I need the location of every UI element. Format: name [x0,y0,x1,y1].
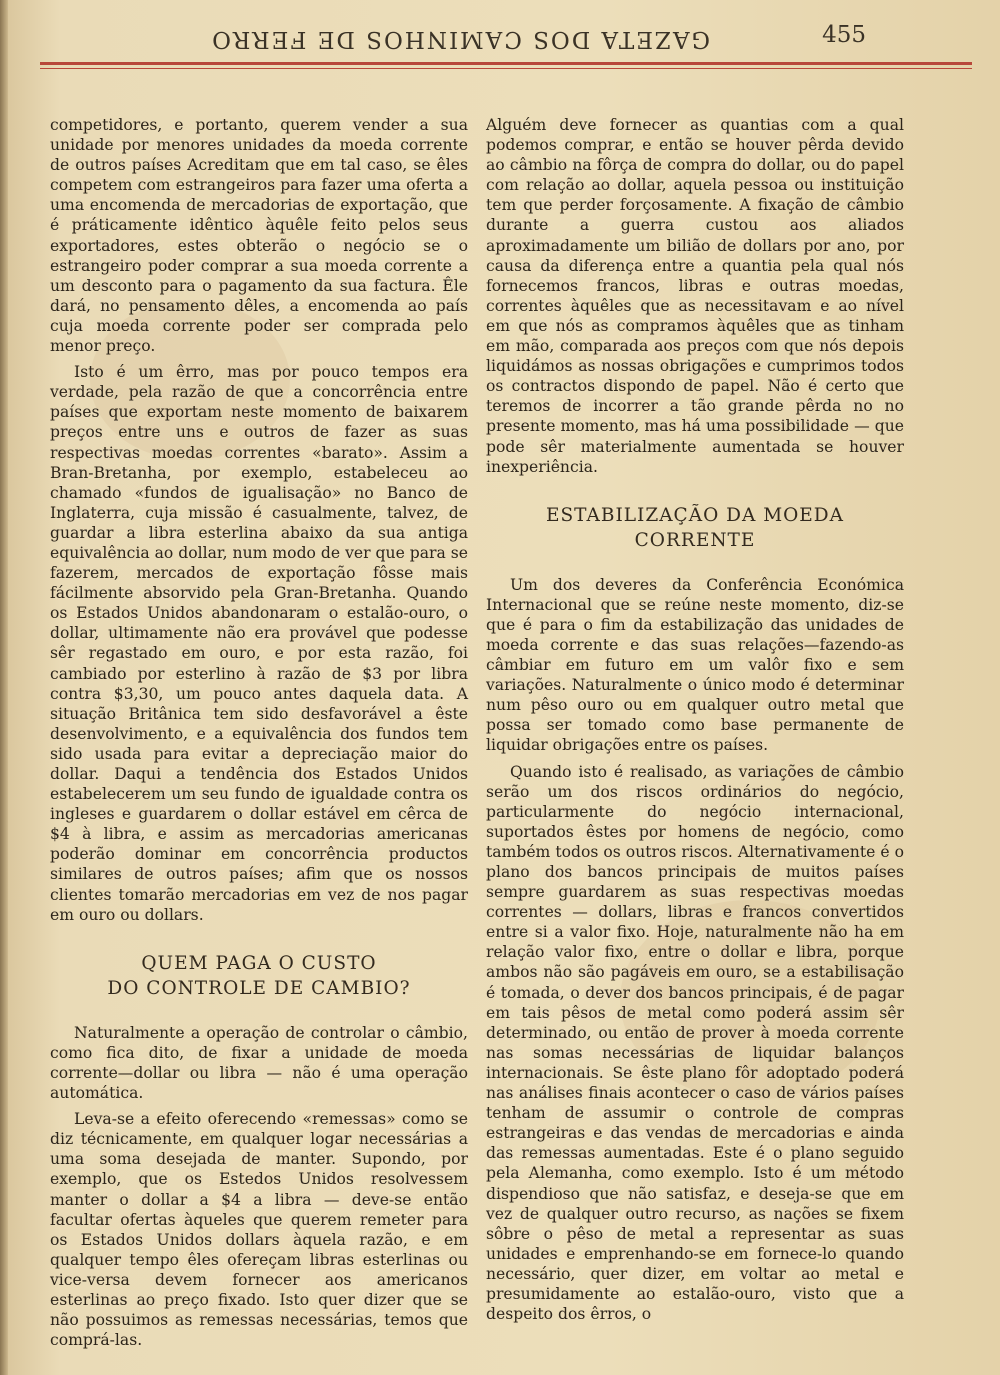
running-title: GAZETA DOS CAMINHOS DE FERRO [210,26,710,52]
paragraph: Naturalmente a operação de controlar o câmbio, como fica dito, de fixar a unidade de moeda corrente—dollar ou libra — não é uma operação automática. [50,1023,468,1103]
header-rule-thin [40,68,972,69]
header-rule [40,62,972,65]
left-column [50,115,468,1350]
section-heading [486,503,904,553]
section-heading-line: CORRENTE [634,529,756,551]
paragraph: Quando isto é realisado, as variações de câmbio serão um dos riscos ordinários do negócio, particularmente do negócio internacional, suportados êstes por homens de negócio, como também todos os outros riscos. Alternativamente é o plano dos bancos principais de muitos países sempre guardarem as suas respectivas moedas correntes — dollars, libras e francos convertidos entre si a valor fixo. Hoje, naturalmente não ha em relação valor fixo, entre o dollar e libra, porque ambos não são pagáveis em ouro, se a estabilisação é tomada, o dever dos bancos principais, é de pagar em tais pêsos de metal como poderá assim sêr determinado, ou então de prover à moeda corrente nas somas necessárias de liquidar balanços internacionais. Se êste plano fôr adoptado poderá nas análises finais acontecer o caso de vários países tenham de assumir o controle de compras estrangeiras e das vendas de mercadorias e ainda das remessas aumentadas. Este é o plano seguido pela Alemanha, como exemplo. Isto é um método dispendioso que não satisfaz, e deseja-se que em vez de qualquer outro recurso, as nações se fixem sôbre o pêso de metal a representar as suas unidades e emprenhando-se em fornece-lo quando necessário, quer dizer, em voltar ao metal e presumidamente ao estalão-ouro, visto que a despeito dos êrros, o [486,762,904,1324]
section-heading-line: QUEM PAGA O CUSTO [141,952,377,974]
paragraph: Alguém deve fornecer as quantias com a qual podemos comprar, e então se houver pêrda devido ao câmbio na fôrça de compra do dollar, ou do papel com relação ao dollar, aquela pessoa ou instituição tem que perder forçosamente. A fixação de câmbio durante a guerra custou aos aliados aproximadamente um bilião de dollars por ano, por causa da diferença entre a quantia pela qual nós fornecemos francos, libras e outras moedas, correntes àquêles que as necessitavam e ao nível em que nós as compramos àquêles que as tinham em mão, comparada aos preços com que nós depois liquidámos as nossas obrigações e cumprimos todos os contractos dispondo de papel. Não é certo que teremos de incorrer a tão grande pêrda no no presente momento, mas há uma possibilidade — que pode sêr materialmente aumentada se houver inexperiência. [486,116,904,476]
page-edge [0,0,8,1375]
paragraph: Isto é um êrro, mas por pouco tempos era verdade, pela razão de que a concorrência entre países que exportam neste momento de baixarem preços entre uns e outros de fazer as suas respectivas moedas correntes «barato». Assim a Bran-Bretanha, por exemplo, estabeleceu ao chamado «fundos de igualisação» no Banco de Inglaterra, cuja missão é casualmente, talvez, de guardar a libra esterlina abaixo da sua antiga equivalência ao dollar, num modo de ver que para se fazerem, mercados de exportação fôsse mais fácilmente absorvido pela Gran-Bretanha. Quando os Estados Unidos abandonaram o estalão-ouro, o dollar, ultimamente não era provável que podesse sêr regastado em ouro, e por esta razão, foi cambiado por esterlino à razão de $3 por libra contra $3,30, um pouco antes daquela data. A situação Britânica tem sido desfavorável a êste desenvolvimento, e a equivalência dos fundos tem sido usada para evitar a depreciação maior do dollar. Daqui a tendência dos Estados Unidos estabelecerem um seu fundo de igualdade contra os ingleses e guardarem o dollar estável em cêrca de $4 à libra, e assim as mercadorias americanas poderão dominar em concorrência productos similares de outros países; afim que os nossos clientes tomarão mercadorias em vez de nos pagar em ouro ou dollars. [50,363,468,924]
page-number: 455 [822,22,866,48]
paragraph: Um dos deveres da Conferência Económica Internacional que se reúne neste momento, diz-se que é para o fim da estabilização das unidades de moeda corrente e das suas relações—fazendo-as câmbiar em futuro em um valôr fixo e sem variações. Naturalmente o único modo é determinar num pêso ouro ou em qualquer outro metal que possa ser tomado como base permanente de liquidar obrigações entre os países. [486,575,904,755]
running-head [40,18,970,58]
right-column [486,115,904,1324]
section-heading [50,951,468,1001]
paragraph: competidores, e portanto, querem vender a sua unidade por menores unidades da moeda corrente de outros países Acreditam que em tal caso, se êles competem com estrangeiros para fazer uma oferta a uma encomenda de mercadorias de exportação, que é práticamente idêntico àquêle feito pelos seus exportadores, estes obterão o negócio se o estrangeiro poder comprar a sua moeda corrente a um desconto para o pagamento da sua factura. Êle dará, no pensamento dêles, a encomenda ao país cuja moeda corrente poder ser comprada pelo menor preço. [50,116,468,356]
section-heading-line: DO CONTROLE DE CAMBIO? [107,977,411,999]
paragraph: Leva-se a efeito oferecendo «remessas» como se diz técnicamente, em qualquer logar necessárias a uma soma desejada de manter. Supondo, por exemplo, que os Estedos Unidos resolvessem manter o dollar a $4 a libra — deve-se então facultar ofertas àqueles que querem remeter para os Estados Unidos dollars àquela razão, e em qualquer tempo êles ofereçam libras esterlinas ou vice-versa devem fornecer aos americanos esterlinas ao preço fixado. Isto quer dizer que se não possuimos as remessas necessárias, temos que comprá-las. [50,1110,468,1350]
section-heading-line: ESTABILIZAÇÃO DA MOEDA [545,504,845,526]
